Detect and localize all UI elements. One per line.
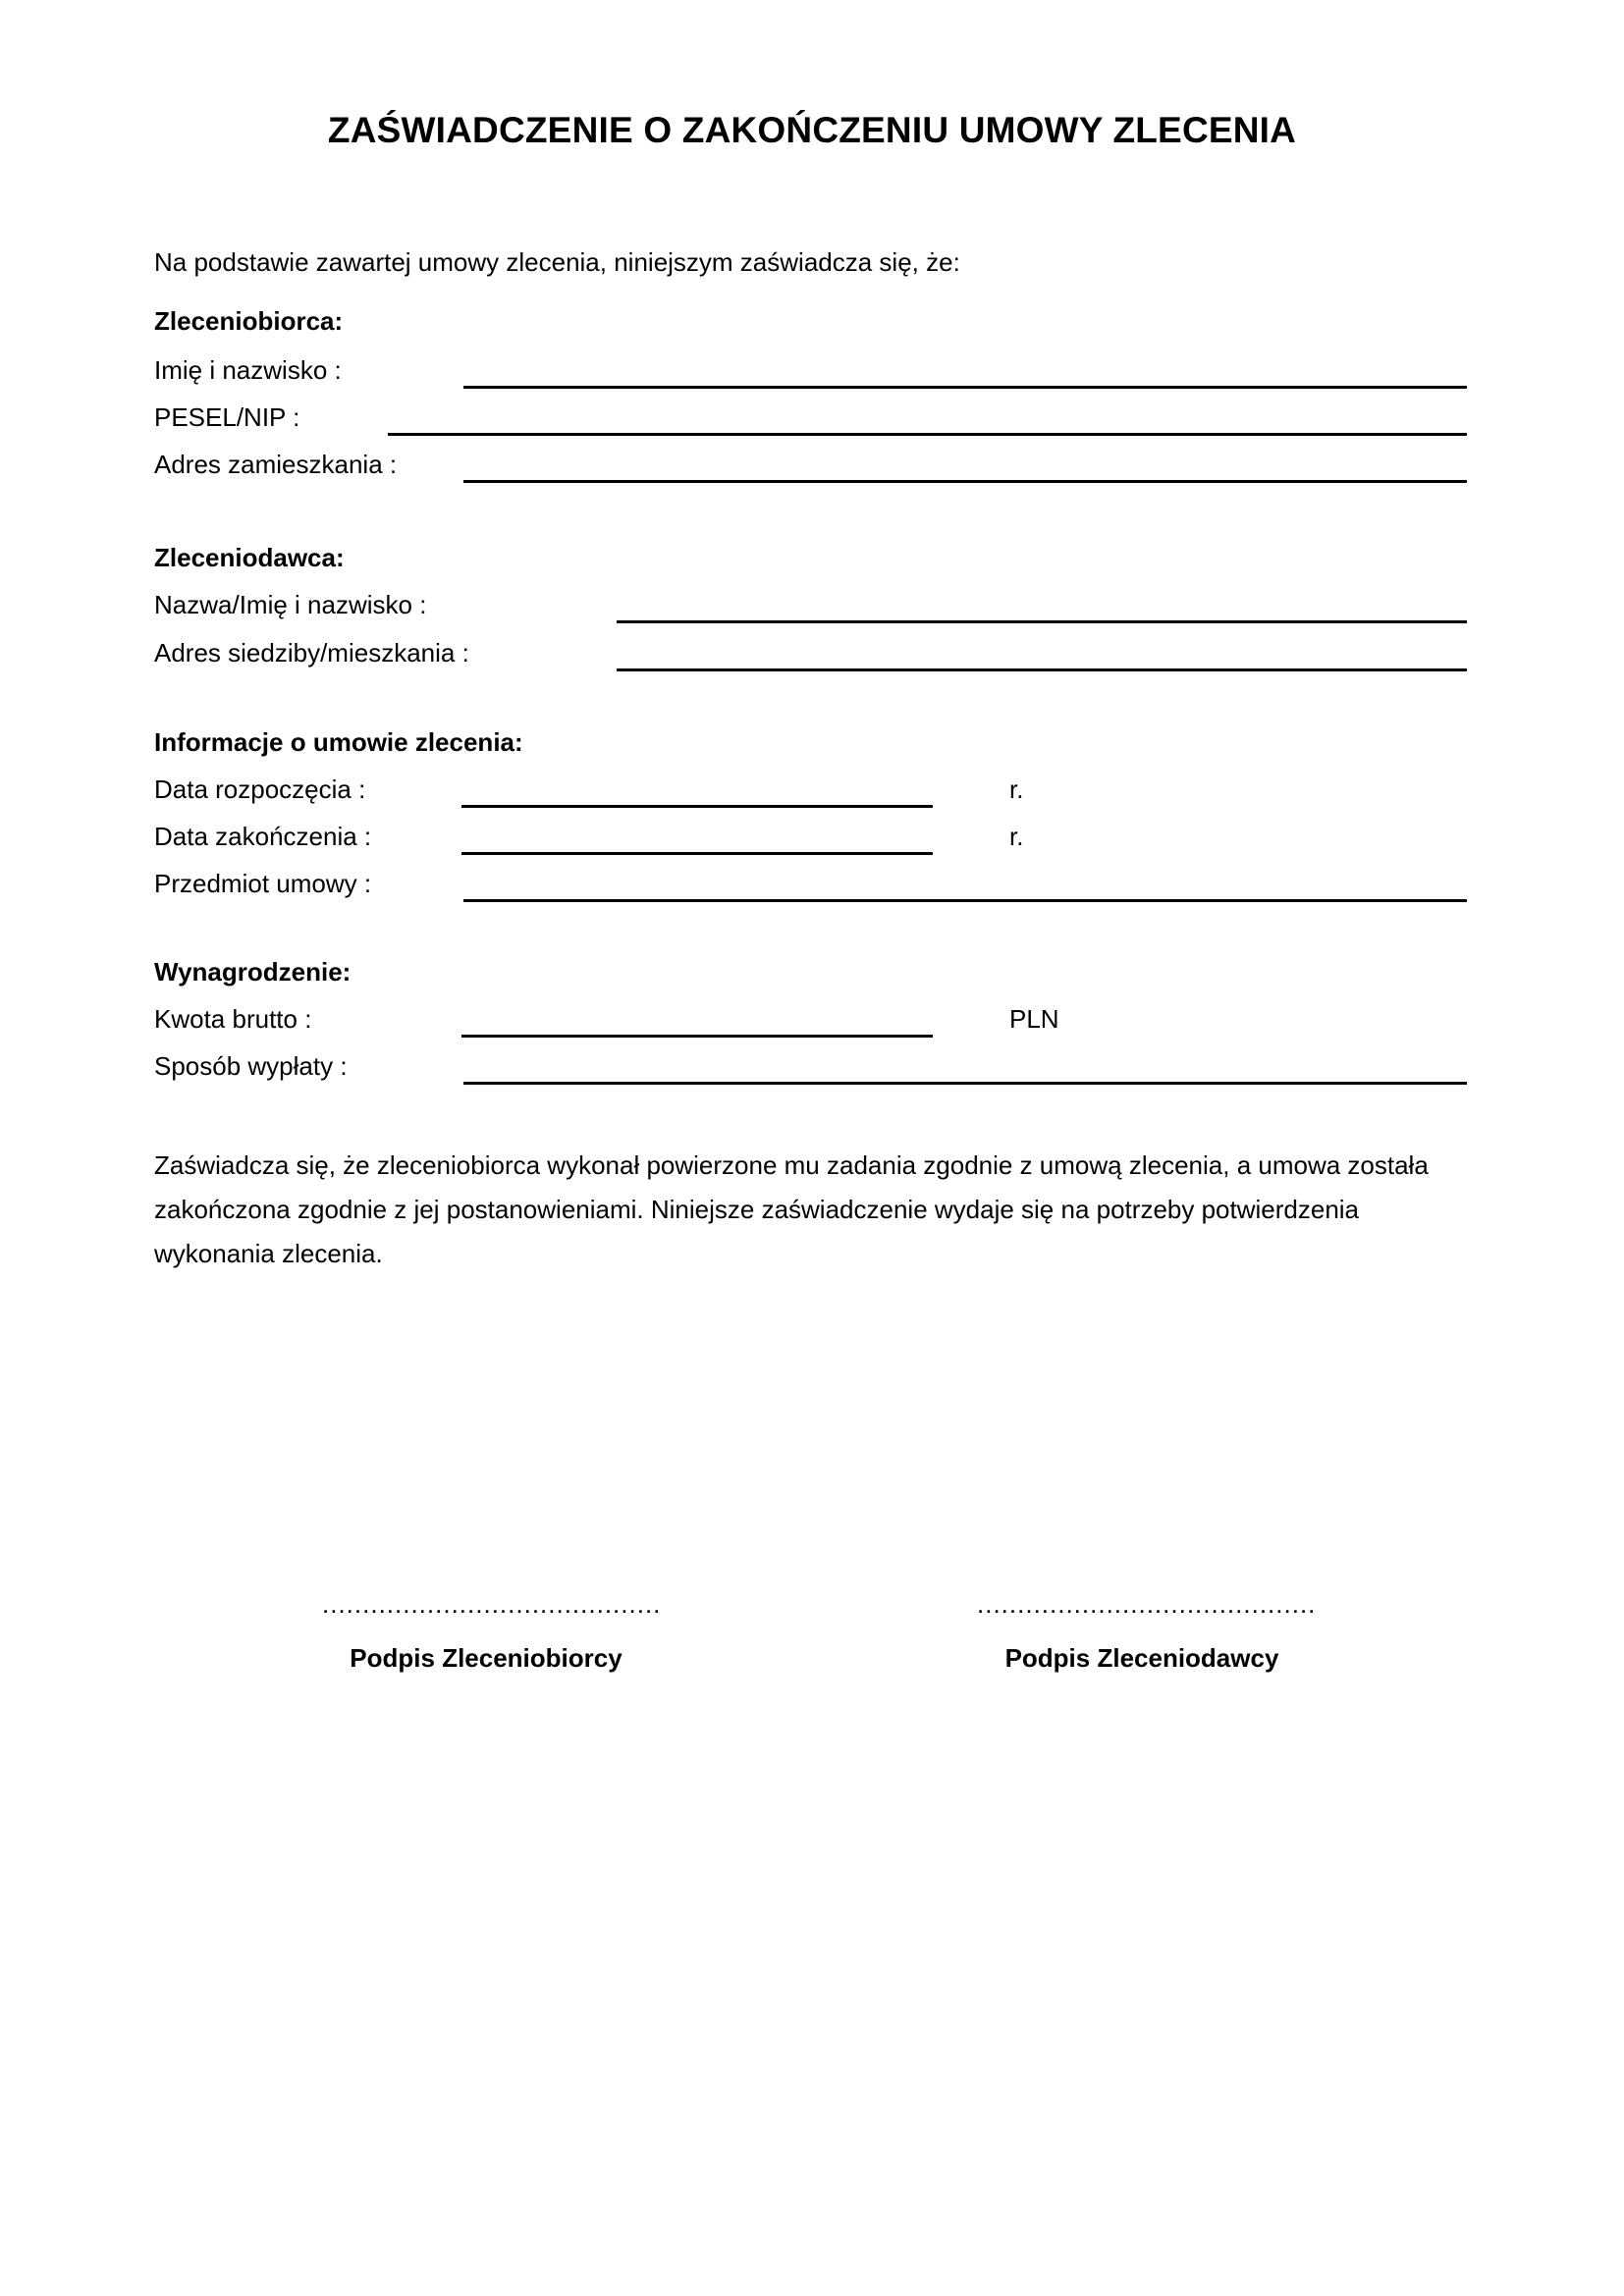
field-suffix-gross-amount-currency: PLN (1009, 1004, 1059, 1034)
field-label-contractor-pesel: PESEL/NIP : (154, 402, 300, 432)
section-heading-contractor: Zleceniobiorca: (154, 306, 344, 336)
signature-dotted-line-contractor[interactable]: .......................................... (322, 1589, 662, 1619)
intro-paragraph: Na podstawie zawartej umowy zlecenia, niniejszym zaświadcza się, że: (154, 247, 960, 277)
field-line-contract-subject[interactable] (463, 899, 1467, 902)
signature-dotted-line-principal[interactable]: .......................................... (977, 1589, 1317, 1619)
field-line-contractor-name[interactable] (463, 386, 1467, 389)
field-label-contractor-address: Adres zamieszkania : (154, 450, 398, 479)
signature-label-principal: Podpis Zleceniodawcy (1004, 1643, 1279, 1673)
field-label-start-date: Data rozpoczęcia : (154, 774, 366, 804)
closing-paragraph: Zaświadcza się, że zleceniobiorca wykonał powierzone mu zadania zgodnie z umową zlecenia, a umowa została zakończona zgodnie z jej postanowieniami. Niniejsze zaświadczenie wydaje się na potrzeby potwierdzenia wykonania zlecenia. (154, 1150, 1429, 1268)
field-label-principal-name: Nazwa/Imię i nazwisko : (154, 590, 427, 619)
signature-block-principal (977, 1589, 1317, 1674)
field-label-end-date: Data zakończenia : (154, 822, 372, 851)
page-title: ZAŚWIADCZENIE O ZAKOŃCZENIU UMOWY ZLECENIA (327, 110, 1297, 150)
field-line-end-date[interactable] (461, 852, 933, 855)
field-line-start-date[interactable] (461, 805, 933, 808)
field-label-contract-subject: Przedmiot umowy : (154, 869, 372, 898)
section-heading-contract-info: Informacje o umowie zlecenia: (154, 727, 523, 757)
field-line-principal-name[interactable] (617, 620, 1467, 623)
field-suffix-start-date: r. (1009, 774, 1024, 804)
section-heading-remuneration: Wynagrodzenie: (154, 957, 352, 987)
field-line-payment-method[interactable] (463, 1082, 1467, 1085)
field-suffix-end-date: r. (1009, 822, 1024, 851)
field-line-gross-amount[interactable] (461, 1035, 933, 1038)
field-line-contractor-pesel[interactable] (388, 433, 1467, 436)
field-label-contractor-name: Imię i nazwisko : (154, 355, 342, 385)
field-line-contractor-address[interactable] (463, 480, 1467, 483)
field-label-gross-amount: Kwota brutto : (154, 1004, 312, 1034)
signature-block-contractor (322, 1589, 662, 1674)
field-line-principal-address[interactable] (617, 668, 1467, 671)
signature-label-contractor: Podpis Zleceniobiorcy (350, 1643, 623, 1673)
field-label-payment-method: Sposób wypłaty : (154, 1051, 348, 1081)
field-label-principal-address: Adres siedziby/mieszkania : (154, 638, 469, 667)
section-heading-principal: Zleceniodawca: (154, 543, 345, 572)
